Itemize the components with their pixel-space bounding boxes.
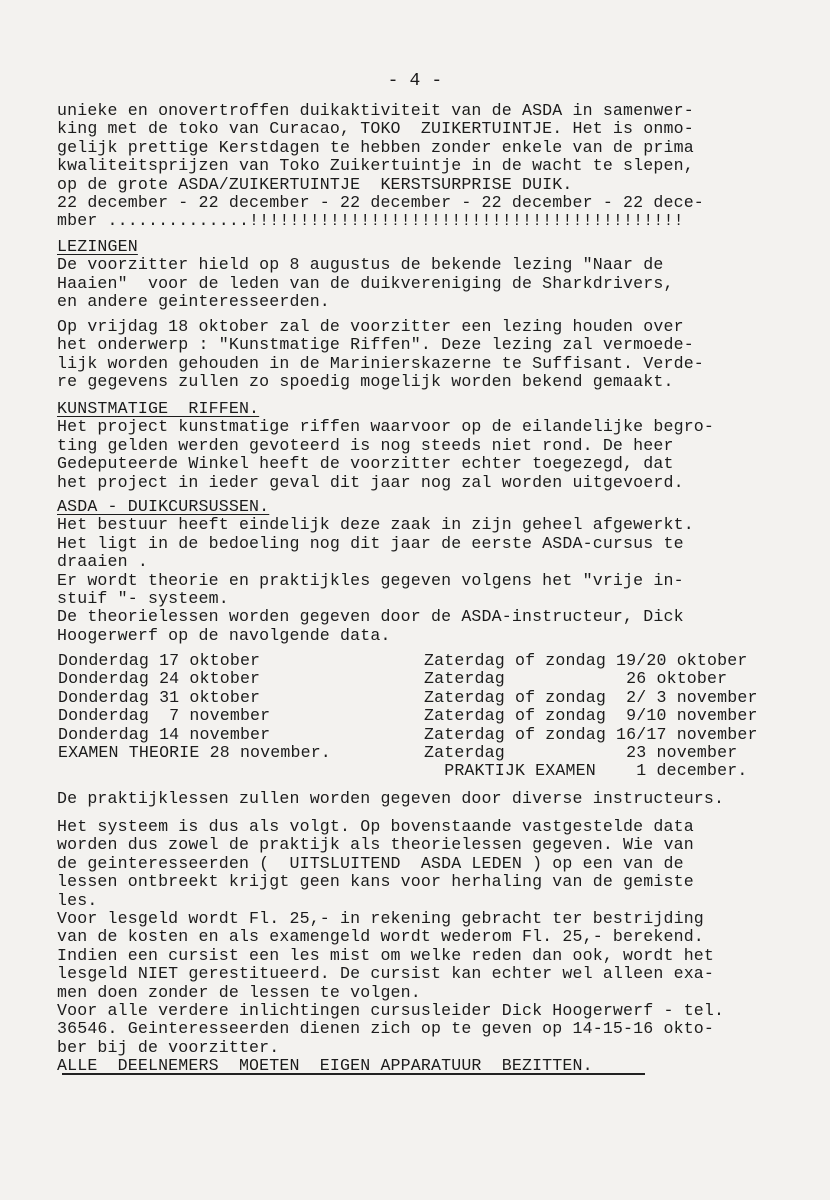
text-line: De voorzitter hield op 8 augustus de bekende lezing "Naar de — [57, 255, 664, 275]
schedule-item: PRAKTIJK EXAMEN 1 december. — [424, 761, 748, 781]
text-line: ting gelden werden gevoteerd is nog steeds niet rond. De heer — [57, 435, 674, 455]
text-line: Het systeem is dus als volgt. Op bovenstaande vastgestelde data — [57, 817, 694, 836]
end-rule — [62, 1073, 645, 1075]
text-line: Gedeputeerde Winkel heeft de voorzitter echter toegezegd, dat — [57, 454, 674, 474]
schedule-item: Zaterdag of zondag 9/10 november — [424, 706, 758, 726]
text-line: Voor lesgeld wordt Fl. 25,- in rekening gebracht ter bestrijding — [57, 909, 704, 929]
text-line: 22 december - 22 december - 22 december - 22 december - 22 dece- — [57, 193, 704, 213]
section-heading: LEZINGEN — [57, 237, 138, 256]
text-line: Voor alle verdere inlichtingen cursusleider Dick Hoogerwerf - tel. — [57, 1001, 725, 1021]
theory-schedule — [58, 652, 438, 762]
schedule-item: Zaterdag 23 november — [424, 743, 738, 763]
schedule-item: Donderdag 14 november — [58, 724, 271, 744]
text-line: worden dus zowel de praktijk als theorielessen gegeven. Wie van — [57, 835, 694, 855]
schedule-item: Donderdag 7 november — [58, 706, 271, 726]
text-line: het project in ieder geval dit jaar nog zal worden uitgevoerd. — [57, 472, 684, 492]
text-line: gelijk prettige Kerstdagen te hebben zonder enkele van de prima — [57, 137, 694, 157]
schedule-item: Zaterdag of zondag 16/17 november — [424, 724, 758, 744]
text-line: men doen zonder de lessen te volgen. — [57, 982, 421, 1002]
schedule-item: Donderdag 17 oktober — [58, 651, 261, 670]
schedule-item: Donderdag 31 oktober — [58, 687, 261, 707]
text-line: Er wordt theorie en praktijkles gegeven volgens het "vrije in- — [57, 570, 684, 590]
page-number: - 4 - — [387, 71, 443, 91]
schedule-item: Zaterdag of zondag 2/ 3 november — [424, 687, 758, 707]
text-line: kwaliteitsprijzen van Toko Zuikertuintje in de wacht te slepen, — [57, 156, 694, 176]
text-line: king met de toko van Curacao, TOKO ZUIKERTUINTJE. Het is onmo- — [57, 119, 694, 139]
text-line: Het project kunstmatige riffen waarvoor op de eilandelijke begro- — [57, 417, 715, 437]
schedule-item: Donderdag 24 oktober — [58, 669, 261, 689]
text-line: Op vrijdag 18 oktober zal de voorzitter een lezing houden over — [57, 317, 684, 336]
text-line: lessen ontbreekt krijgt geen kans voor herhaling van de gemiste — [57, 872, 694, 892]
schedule-item: Zaterdag 26 oktober — [424, 669, 728, 689]
text-line: ber bij de voorzitter. — [57, 1037, 280, 1057]
text-line: van de kosten en als examengeld wordt wederom Fl. 25,- berekend. — [57, 927, 704, 947]
text-line: les. — [57, 890, 98, 910]
text-line: Indien een cursist een les mist om welke reden dan ook, wordt het — [57, 945, 715, 965]
text-line: De praktijklessen zullen worden gegeven door diverse instructeurs. — [57, 789, 725, 808]
text-line: op de grote ASDA/ZUIKERTUINTJE KERSTSURPRISE DUIK. — [57, 174, 573, 194]
text-line: re gegevens zullen zo spoedig mogelijk worden bekend gemaakt. — [57, 372, 674, 392]
closing-paragraph-2 — [57, 818, 792, 1076]
section-heading: KUNSTMATIGE RIFFEN. — [57, 399, 260, 418]
section-heading: ASDA - DUIKCURSUSSEN. — [57, 497, 270, 516]
text-line: lesgeld NIET gerestitueerd. De cursist kan echter wel alleen exa- — [57, 964, 715, 984]
text-line: en andere geinteresseerden. — [57, 292, 330, 312]
text-line: Het ligt in de bedoeling nog dit jaar de eerste ASDA-cursus te — [57, 533, 684, 553]
practice-schedule — [424, 652, 804, 781]
text-line: lijk worden gehouden in de Marinierskazerne te Suffisant. Verde- — [57, 353, 704, 373]
text-line: Hoogerwerf op de navolgende data. — [57, 625, 391, 645]
text-line: Het bestuur heeft eindelijk deze zaak in zijn geheel afgewerkt. — [57, 515, 694, 535]
intro-paragraph — [57, 102, 792, 231]
closing-paragraph-1 — [57, 790, 792, 808]
text-line: draaien . — [57, 552, 148, 572]
text-line: ALLE DEELNEMERS MOETEN EIGEN APPARATUUR BEZITTEN. — [57, 1056, 593, 1076]
schedule-item: EXAMEN THEORIE 28 november. — [58, 743, 331, 763]
text-line: mber ..............!!!!!!!!!!!!!!!!!!!!!!!!!!!!!!!!!!!!!!!!!!! — [57, 211, 684, 231]
section-duikcursussen — [57, 498, 792, 645]
text-line: unieke en onovertroffen duikaktiviteit van de ASDA in samenwer- — [57, 101, 694, 120]
schedule-item: Zaterdag of zondag 19/20 oktober — [424, 651, 748, 670]
text-line: de geinteresseerden ( UITSLUITEND ASDA LEDEN ) op een van de — [57, 853, 684, 873]
text-line: stuif "- systeem. — [57, 589, 229, 609]
text-line: De theorielessen worden gegeven door de ASDA-instructeur, Dick — [57, 607, 684, 627]
lezingen-paragraph-2 — [57, 318, 792, 392]
text-line: 36546. Geinteresseerden dienen zich op te geven op 14-15-16 okto- — [57, 1019, 715, 1039]
text-line: Haaien" voor de leden van de duikvereniging de Sharkdrivers, — [57, 273, 674, 293]
section-kunstmatige-riffen — [57, 400, 792, 492]
section-lezingen — [57, 238, 792, 312]
text-line: het onderwerp : "Kunstmatige Riffen". Deze lezing zal vermoede- — [57, 335, 694, 355]
